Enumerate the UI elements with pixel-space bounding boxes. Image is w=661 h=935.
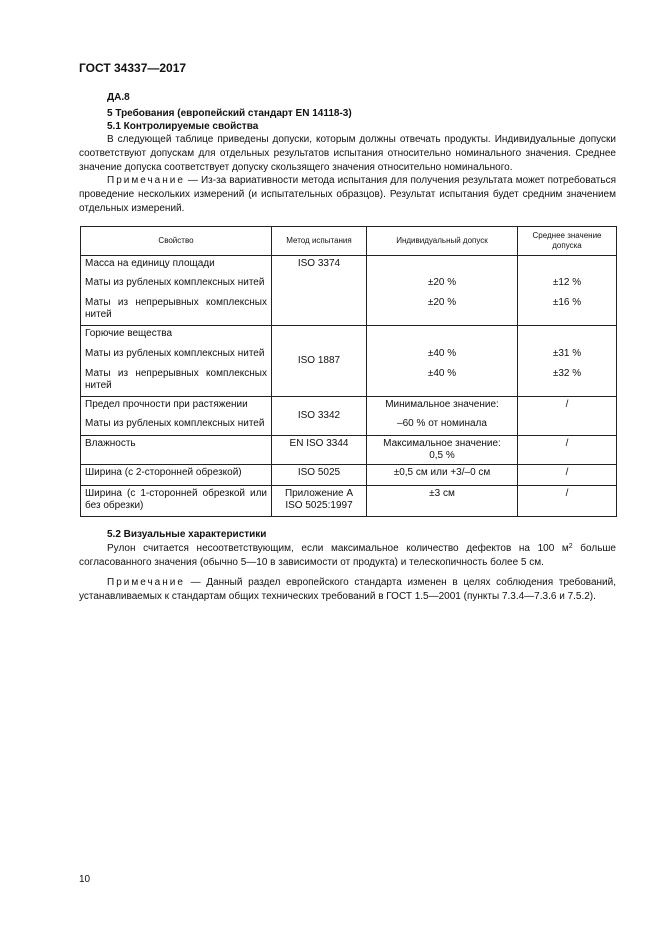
visual-text-b: больше согласованного значения (обычно 5—10 в зависимости от продукта) и телескопичность более 5 см. [79,543,616,568]
mean-cell [518,465,617,486]
individual-value: ±40 % [427,368,457,379]
property-name: Ширина (с 2-сторонней обрезкой) [85,467,242,478]
section-5-2-title: 5.2 Визуальные характеристики [107,529,267,540]
requirements-table [80,226,617,517]
property-cell [81,436,272,465]
individual-value: –60 % от номинала [397,418,487,429]
mean-value: ±32 % [552,368,582,379]
mean-cell [518,326,617,397]
method-value: ISO 5025 [297,467,341,478]
mean-value: ±12 % [552,277,582,288]
method-cell [272,465,367,486]
property-cell [81,397,272,436]
property-name: Маты из рубленых комплексных нитей [85,277,265,288]
property-name: Горючие вещества [85,328,173,339]
individual-cell [367,256,518,326]
table-row [81,486,617,517]
note-label: Примечание [107,577,185,588]
property-name: Влажность [85,438,136,449]
mean-cell [518,397,617,436]
visual-text-a: Рулон считается несоответствующим, если максимальное количество дефектов на 100 м [107,543,569,554]
mean-value: / [565,438,569,449]
individual-value [367,256,517,275]
property-cell [81,486,272,517]
note-text: — Из-за вариативности метода испытания для получения результата может потребоваться проведение нескольких измерений (и испытательных образцов). Результат испытания будет средним значением отдельных измерений. [79,175,616,214]
individual-value: Минимальное значение: [385,399,499,410]
method-value: EN ISO 3344 [289,438,349,449]
property-name: Маты из непрерывных комплексных нитей [85,297,267,320]
individual-value [367,326,517,346]
individual-cell [367,486,518,517]
header-method: Метод испытания [272,227,367,256]
individual-value: ±20 % [427,277,457,288]
note-label: Примечание [107,175,185,186]
individual-cell [367,465,518,486]
superscript: 2 [568,543,573,550]
individual-cell [367,397,518,436]
individual-cell [367,326,518,397]
table-row [81,436,617,465]
mean-value [518,256,616,275]
mean-value: / [565,488,569,499]
method-cell: ISO 1887 [272,326,367,397]
method-cell [272,486,367,517]
mean-value [518,416,616,435]
table-row [81,256,617,326]
document-header: ГОСТ 34337—2017 [79,61,187,75]
section-5-title: 5 Требования (европейский стандарт EN 14118-3) [107,108,352,119]
method-value: Приложение А ISO 5025:1997 [284,488,354,511]
property-cell [81,326,272,397]
visual-paragraph [79,542,616,570]
individual-cell [367,436,518,465]
property-name: Маты из рубленых комплексных нитей [85,418,265,429]
page-number: 10 [79,874,91,885]
mean-cell [518,256,617,326]
mean-value: / [565,467,569,478]
note-paragraph-2 [79,576,616,604]
method-cell [272,436,367,465]
annex-label: ДА.8 [107,92,130,103]
header-property: Свойство [81,227,272,256]
table-row [81,326,617,397]
property-name: Маты из непрерывных комплексных нитей [85,368,267,391]
mean-value: / [565,399,569,410]
individual-value: ±3 см [429,488,455,499]
mean-value: ±31 % [552,348,582,359]
header-mean: Среднее значение допуска [518,227,617,256]
table-row [81,465,617,486]
method-cell [272,256,367,326]
mean-value [518,326,616,346]
property-cell [81,256,272,326]
method-value: ISO 3374 [297,258,341,269]
mean-cell [518,436,617,465]
note-text: — Данный раздел европейского стандарта изменен в целях соблюдения требований, устанавливаемых к стандартам общих технических требований в ГОСТ 1.5—2001 (пункты 7.3.4—7.3.6 и 7.5.2). [79,577,616,602]
table-header-row [81,227,617,256]
intro-paragraph: В следующей таблице приведены допуски, которым должны отвечать продукты. Индивидуальные допуски соответствуют допускам для отдельных результатов испытания относительно номинального значения. Среднее значение допуска соответствует допуску скользящего значения относительно номинального. [79,134,616,173]
note-paragraph-1 [79,174,616,215]
property-name: Масса на единицу площади [85,258,215,269]
individual-value: ±0,5 см или +3/–0 см [393,467,491,478]
property-name: Ширина (с 1-сторонней обрезкой или без обрезки) [85,488,267,511]
individual-value: ±40 % [427,348,457,359]
mean-cell [518,486,617,517]
individual-value: ±20 % [427,297,457,308]
header-individual: Индивидуальный допуск [367,227,518,256]
section-5-1-title: 5.1 Контролируемые свойства [107,121,259,132]
individual-value: Максимальное значение: 0,5 % [383,438,501,461]
property-name: Предел прочности при растяжении [85,399,248,410]
table-row [81,397,617,436]
mean-value: ±16 % [552,297,582,308]
method-cell: ISO 3342 [272,397,367,436]
property-name: Маты из рубленых комплексных нитей [85,348,265,359]
property-cell [81,465,272,486]
